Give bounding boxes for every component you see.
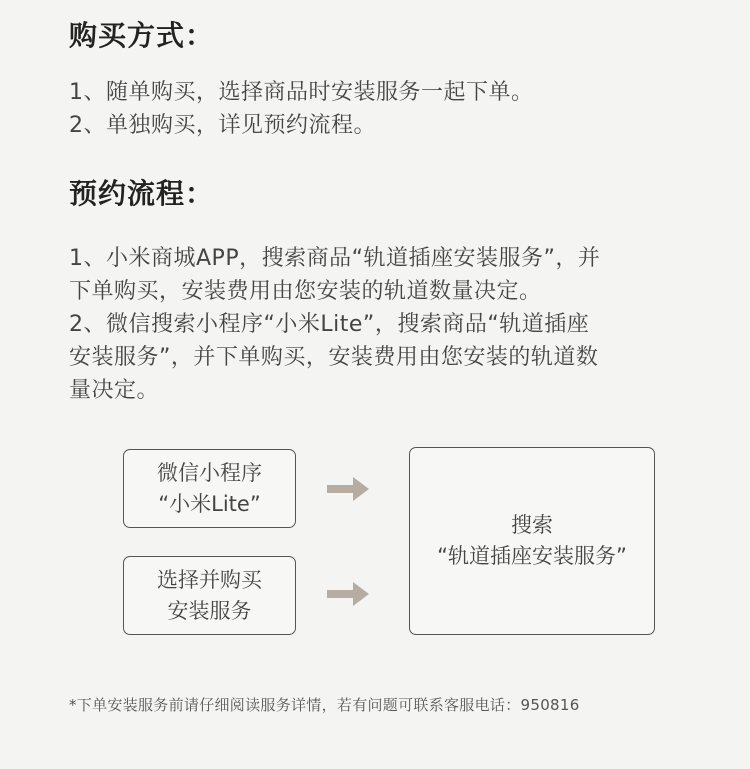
booking-process-line: 2、微信搜索小程序“小米Lite”，搜索商品“轨道插座 xyxy=(69,312,590,337)
flow-box-label: 选择并购买 xyxy=(157,567,262,592)
purchase-method-list xyxy=(69,76,699,142)
flow-box-label: 搜索 xyxy=(511,513,553,537)
flow-box-label: “小米Lite” xyxy=(158,491,261,516)
booking-process-line: 安装服务”，并下单购买，安装费用由您安装的轨道数 xyxy=(69,345,599,370)
flow-box-label: 微信小程序 xyxy=(157,460,262,485)
booking-process-line: 下单购买，安装费用由您安装的轨道数量决定。 xyxy=(69,279,542,304)
arrow-right-icon xyxy=(327,582,369,606)
flow-box-label: “轨道插座安装服务” xyxy=(437,544,627,568)
booking-process-heading: 预约流程： xyxy=(69,177,215,210)
purchase-method-item: 1、随单购买，选择商品时安装服务一起下单。 xyxy=(69,80,534,105)
arrow-right-icon xyxy=(327,477,369,501)
booking-process-line: 量决定。 xyxy=(69,378,160,403)
booking-process-line: 1、小米商城APP，搜索商品“轨道插座安装服务”，并 xyxy=(69,246,601,271)
purchase-method-heading: 购买方式： xyxy=(69,19,215,52)
footer-note: *下单安装服务前请仔细阅读服务详情，若有问题可联系客服电话：950816 xyxy=(69,696,580,714)
flow-box-label: 安装服务 xyxy=(167,598,252,623)
flow-box-search-product xyxy=(409,447,655,635)
booking-process-text xyxy=(69,242,699,407)
purchase-method-item: 2、单独购买，详见预约流程。 xyxy=(69,113,376,138)
flow-box-select-purchase xyxy=(123,556,296,635)
flow-box-wechat-miniprogram xyxy=(123,449,296,528)
